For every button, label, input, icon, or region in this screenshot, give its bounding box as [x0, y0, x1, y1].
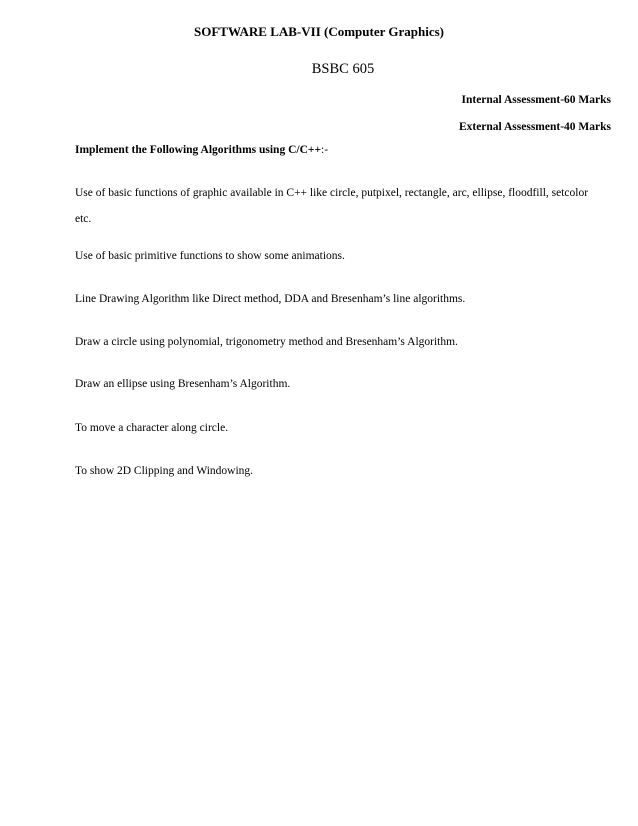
- list-item: Use of basic primitive functions to show some animations.: [75, 250, 345, 262]
- list-item: Draw an ellipse using Bresenham’s Algorithm.: [75, 378, 291, 390]
- document-title: SOFTWARE LAB-VII (Computer Graphics): [193, 24, 445, 39]
- list-item: To show 2D Clipping and Windowing.: [75, 465, 254, 477]
- section-heading-bold: Implement the Following Algorithms using C/C++: [75, 144, 321, 156]
- list-item: Line Drawing Algorithm like Direct method, DDA and Bresenham’s line algorithms.: [75, 293, 466, 305]
- section-heading: [75, 144, 328, 156]
- list-item: Draw a circle using polynomial, trigonometry method and Bresenham’s Algorithm.: [75, 336, 458, 348]
- internal-assessment: Internal Assessment-60 Marks: [461, 94, 611, 106]
- external-assessment: External Assessment-40 Marks: [458, 121, 611, 133]
- list-item: Use of basic functions of graphic available in C++ like circle, putpixel, rectangle, arc, ellipse, floodfill, setcolor etc.: [75, 187, 589, 225]
- course-code: BSBC 605: [311, 61, 375, 77]
- section-heading-suffix: :-: [321, 144, 329, 156]
- list-item: To move a character along circle.: [75, 422, 229, 434]
